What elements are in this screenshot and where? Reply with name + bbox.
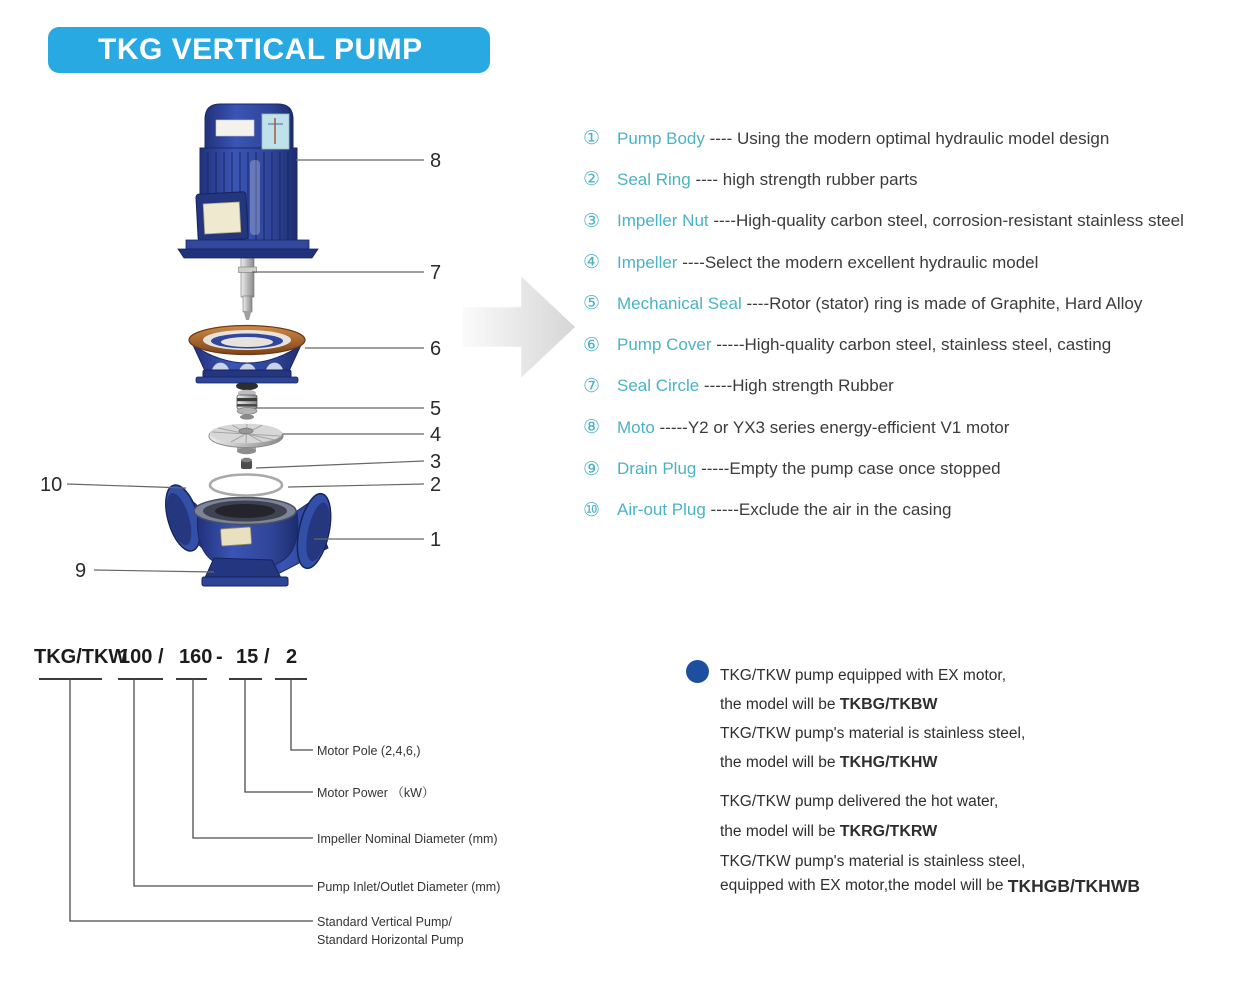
model-labels: [317, 744, 500, 947]
label-motor-pole: Motor Pole (2,4,6,): [317, 744, 421, 758]
list-item: [583, 242, 1234, 283]
model-code: [34, 646, 297, 668]
part-name: Impeller: [617, 252, 678, 272]
circled-number-icon: ⑥: [583, 334, 601, 356]
part-description: ----Select the modern excellent hydraulic model: [677, 252, 1039, 272]
part-name: Mechanical Seal: [617, 293, 742, 313]
callout-5: 5: [430, 398, 442, 420]
label-pump-type-1: Standard Vertical Pump/: [317, 915, 452, 929]
circled-number-icon: ⑤: [583, 293, 601, 315]
part-description: ---- Using the modern optimal hydraulic model design: [704, 128, 1110, 148]
model-impeller: 160: [179, 646, 213, 668]
list-item: [583, 201, 1234, 242]
bullet-circle-icon: [686, 660, 709, 683]
callout-9: 9: [75, 560, 87, 582]
part-description: ----Rotor (stator) ring is made of Graphite, Hard Alloy: [741, 293, 1143, 313]
callout-7: 7: [430, 262, 442, 284]
circled-number-icon: ④: [583, 252, 601, 274]
note-line: [720, 850, 1220, 874]
model-inlet: 100: [119, 646, 153, 668]
part-name: Moto: [617, 417, 655, 437]
part-name: Seal Ring: [617, 169, 691, 189]
note-text: the model will be: [720, 695, 840, 713]
callout-2: 2: [430, 474, 442, 496]
model-designation: [0, 630, 625, 975]
pump-diagram-svg: [0, 88, 460, 608]
list-item: [583, 490, 1234, 531]
circled-number-icon: ②: [583, 169, 601, 191]
note-line: [720, 661, 1220, 690]
impeller-illustration: [209, 424, 283, 454]
note-text: equipped with EX motor,the model will be: [720, 877, 1008, 894]
note-text: TKG/TKW pump equipped with EX motor,: [720, 666, 1007, 684]
circled-number-icon: ⑨: [583, 458, 601, 480]
variant-notes: [720, 661, 1220, 898]
note-text: the model will be: [720, 823, 840, 840]
note-model: TKRG/TKRW: [839, 823, 938, 840]
part-description: ----High-quality carbon steel, corrosion-resistant stainless steel: [708, 211, 1184, 231]
callout-4: 4: [430, 424, 442, 446]
part-description: -----High strength Rubber: [699, 376, 894, 396]
note-line: [720, 748, 1220, 777]
note-text: TKG/TKW pump's material is stainless steel,: [720, 853, 1026, 870]
callout-3: 3: [430, 451, 442, 473]
note-model: TKBG/TKBW: [839, 695, 938, 713]
part-description: -----Empty the pump case once stopped: [696, 459, 1001, 479]
list-item: [583, 407, 1234, 448]
model-prefix: TKG/TKW: [34, 646, 128, 668]
seal-ring-illustration: [210, 475, 282, 496]
model-power: 15: [236, 646, 259, 668]
pump-body-illustration: [159, 481, 336, 586]
mechanical-seal-illustration: [236, 382, 258, 420]
part-name: Pump Cover: [617, 335, 712, 355]
note-line: [720, 787, 1220, 817]
motor-illustration: [178, 104, 318, 320]
part-description: ---- high strength rubber parts: [690, 169, 918, 189]
label-motor-power: Motor Power （kW）: [317, 786, 435, 800]
model-connectors: [70, 679, 313, 921]
model-slash1: /: [158, 646, 164, 668]
part-description: -----Y2 or YX3 series energy-efficient V1 motor: [654, 417, 1010, 437]
part-name: Impeller Nut: [617, 211, 709, 231]
right-arrow-icon: [463, 272, 575, 382]
label-pump-type-2: Standard Horizontal Pump: [317, 933, 464, 947]
parts-list: [583, 118, 1234, 531]
note-line: [720, 690, 1220, 719]
impeller-nut-illustration: [241, 458, 252, 469]
list-item: [583, 324, 1234, 365]
part-description: -----High-quality carbon steel, stainless steel, casting: [711, 335, 1112, 355]
callout-8: 8: [430, 150, 442, 172]
callout-10: 10: [40, 474, 63, 496]
note-model: TKHG/TKHW: [839, 753, 938, 771]
note-text: TKG/TKW pump's material is stainless steel,: [720, 724, 1026, 742]
callout-1: 1: [430, 529, 442, 551]
list-item: [583, 366, 1234, 407]
note-line: [720, 719, 1220, 748]
circled-number-icon: ⑦: [583, 375, 601, 397]
page-title-banner: [48, 27, 490, 73]
note-line: [720, 817, 1220, 847]
list-item: [583, 448, 1234, 489]
part-name: Drain Plug: [617, 459, 697, 479]
part-description: -----Exclude the air in the casing: [705, 500, 952, 520]
page-title: TKG VERTICAL PUMP: [98, 33, 423, 66]
pump-exploded-diagram: [0, 88, 460, 608]
part-name: Pump Body: [617, 128, 705, 148]
pump-cover-illustration: [189, 326, 305, 384]
list-item: [583, 283, 1234, 324]
label-impeller-diameter: Impeller Nominal Diameter (mm): [317, 832, 498, 846]
model-dash: -: [216, 646, 223, 668]
note-line: [720, 874, 1220, 898]
model-designation-svg: [0, 630, 625, 975]
list-item: [583, 159, 1234, 200]
note-model: TKHGB/TKHWB: [1007, 875, 1140, 896]
circled-number-icon: ③: [583, 210, 601, 232]
callout-6: 6: [430, 338, 442, 360]
circled-number-icon: ⑩: [583, 499, 601, 521]
note-text: TKG/TKW pump delivered the hot water,: [720, 793, 999, 810]
model-slash2: /: [264, 646, 270, 668]
circled-number-icon: ①: [583, 128, 601, 150]
circled-number-icon: ⑧: [583, 417, 601, 439]
part-name: Air-out Plug: [617, 500, 706, 520]
label-inlet-diameter: Pump Inlet/Outlet Diameter (mm): [317, 880, 501, 894]
part-name: Seal Circle: [617, 376, 700, 396]
model-pole: 2: [286, 646, 298, 668]
note-text: the model will be: [720, 753, 840, 771]
list-item: [583, 118, 1234, 159]
